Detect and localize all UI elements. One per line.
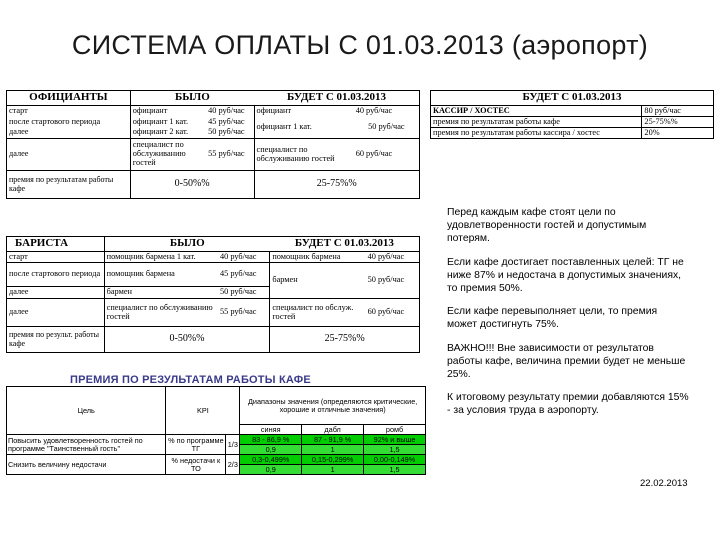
note: Перед каждым кафе стоят цели по удовлетворенности гостей и допустимым потерям. [447,207,647,245]
goal-cell: Повысить удовлетворенность гостей по программе "Таинственный гость" [7,435,166,455]
page-title: СИСТЕМА ОПЛАТЫ С 01.03.2013 (аэропорт) [71,30,649,60]
document-date: 22.02.2013 [640,478,688,489]
barista-was-rate: 45 руб/час [218,263,270,287]
kpi-cell: % по программе ТГ [166,435,226,455]
cashier-row-label: премия по результатам работы кассира / хостес [431,128,642,139]
barista-was-rate: 40 руб/час [218,252,270,263]
barista-bonus-will: 25-75%% [270,327,420,353]
barista-will-rate: 40 руб/час [366,252,420,263]
cashier-row-value: 25-75%% [642,117,714,128]
bonus-section-heading: ПРЕМИЯ ПО РЕЗУЛЬТАТАМ РАБОТЫ КАФЕ [70,374,311,386]
note: К итоговому результату премии добавляются 15% - за условия труда в аэропорту. [447,392,689,417]
waiters-was-header: БЫЛО [130,91,254,106]
note: Если кафе перевыполняет цели, то премия может достигнуть 75%. [447,306,658,331]
waiters-was-position: официант 1 кат. [132,116,189,126]
coef-cell: 0,9 [240,445,302,455]
waiters-will-rate: 60 руб/час [354,139,420,171]
coef-cell: 1,5 [364,465,426,475]
waiters-will-position: специалист по обслуживанию гостей [254,139,354,171]
range-cell: 0,00-0,149% [364,455,426,465]
waiters-was-position: официант 2 кат. [132,127,189,137]
coef-cell: 1 [302,445,364,455]
waiters-will-position: официант [256,105,292,115]
barista-row-label: старт [7,252,105,263]
barista-was-rate: 50 руб/час [218,287,270,299]
level-label: синяя [240,425,302,435]
range-cell: 87 - 91,9 % [302,435,364,445]
cashier-row-value: 20% [642,128,714,139]
barista-was-position: помощник бармена 1 кат. [106,251,196,261]
coef-cell: 1,5 [364,445,426,455]
kpi-weight: 2/3 [226,455,240,475]
barista-will-position: бармен [270,263,366,299]
waiters-was-position: специалист по обслуживанию гостей [130,139,206,171]
goal-header: Цель [7,387,166,435]
waiters-row-label: далее [7,139,131,171]
range-cell: 0,15-0,299% [302,455,364,465]
waiters-will-position: официант 1 кат. [256,121,312,131]
waiters-will-header: БУДЕТ С 01.03.2013 [254,91,419,106]
kpi-cell: % недостачи к ТО [166,455,226,475]
barista-was-rate: 55 руб/час [218,299,270,327]
barista-table [6,236,420,353]
barista-bonus-label: премия по результ. работы кафе [7,327,105,353]
range-cell: 83 - 86,9 % [240,435,302,445]
waiters-role-header: ОФИЦИАНТЫ [7,91,131,106]
cashier-row-value: 80 руб/час [642,106,714,117]
waiters-was-rate: 55 руб/час [206,139,254,171]
waiters-table [6,90,420,199]
barista-row-label: далее [7,299,105,327]
range-cell: 92% и выше [364,435,426,445]
waiters-row-label: далее [7,128,131,139]
cashier-will-header: БУДЕТ С 01.03.2013 [431,91,714,106]
waiters-row-label: старт [7,106,131,117]
note: ВАЖНО!!! Вне зависимости от результатов работы кафе, величина премии будет не меньше 25%. [447,342,686,381]
level-label: дабл [302,425,364,435]
coef-cell: 0,9 [240,465,302,475]
kpi-header: KPI [166,387,240,435]
barista-will-position: специалист по обслуж. гостей [270,299,366,327]
barista-will-rate: 50 руб/час [366,263,420,299]
waiters-was-rate: 40 руб/час [206,106,254,117]
barista-role-header: БАРИСТА [7,237,105,252]
waiters-bonus-was: 0-50%% [130,171,254,199]
range-cell: 0,3-0,499% [240,455,302,465]
cashier-row-label: премия по результатам работы кафе [431,117,642,128]
barista-was-position: помощник бармена [104,263,218,287]
waiters-bonus-will: 25-75%% [254,171,419,199]
note: Если кафе достигает поставленных целей: ТГ не ниже 87% и недостача в допустимых значениях, то премия 50%. [447,256,684,295]
coef-cell: 1 [302,465,364,475]
cashier-table [430,90,714,139]
kpi-weight: 1/3 [226,435,240,455]
bonus-notes [447,206,689,428]
ranges-header: Диапазоны значения (определяются критические, хорошие и отличные значения) [240,387,426,425]
goal-cell: Снизить величину недостачи [7,455,166,475]
waiters-was-rate: 50 руб/час [206,128,254,139]
waiters-will-rate: 40 руб/час [354,106,420,117]
barista-will-rate: 60 руб/час [366,299,420,327]
bonus-kpi-table [6,386,426,475]
barista-will-header: БУДЕТ С 01.03.2013 [270,237,420,252]
waiters-row-label: после стартового периода [7,117,131,128]
level-label: ромб [364,425,426,435]
barista-was-position: бармен [104,287,218,299]
barista-row-label: после стартового периода [7,263,105,287]
barista-bonus-was: 0-50%% [104,327,270,353]
waiters-will-rate: 50 руб/час [354,117,420,139]
barista-was-header: БЫЛО [104,237,270,252]
waiters-was-position: официант [132,105,168,115]
barista-will-position: помощник бармена [272,251,341,261]
cashier-row-label: КАССИР / ХОСТЕС [431,106,642,117]
waiters-bonus-label: премия по результатам работы кафе [7,171,131,199]
waiters-was-rate: 45 руб/час [206,117,254,128]
barista-row-label: далее [7,287,105,299]
barista-was-position: специалист по обслуживанию гостей [104,299,218,327]
